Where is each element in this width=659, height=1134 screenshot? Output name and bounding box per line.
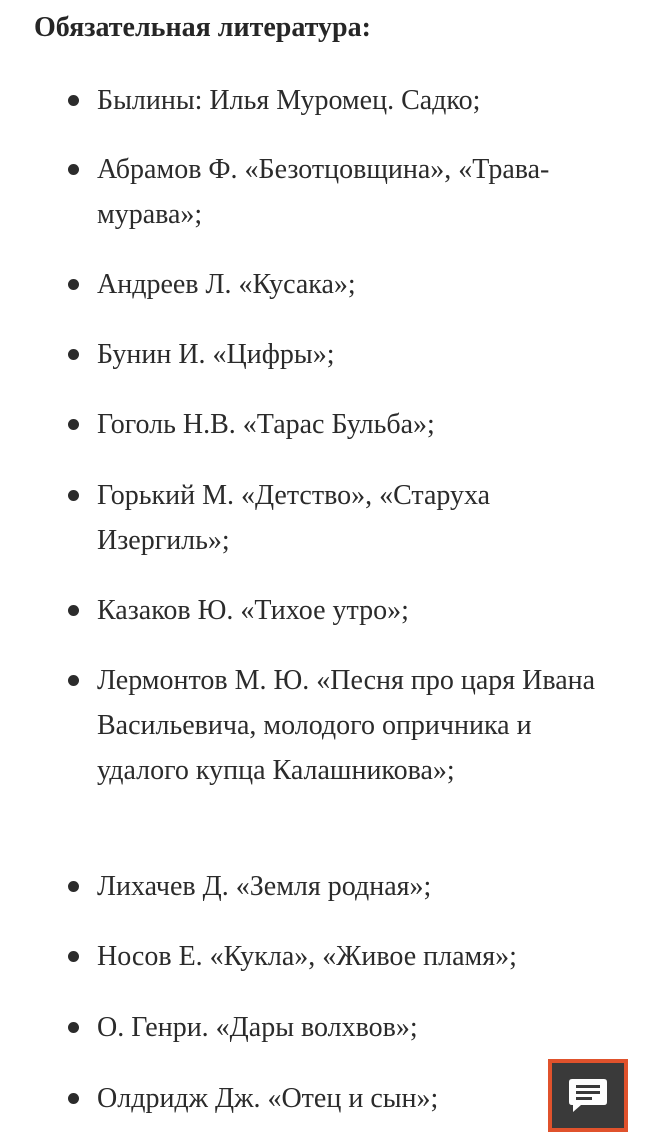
list-item-text: Олдридж Дж. «Отец и сын»; (97, 1083, 439, 1114)
list-item-text: Андреев Л. «Кусака»; (97, 269, 356, 300)
bullet-icon (68, 164, 79, 175)
list-item-text: О. Генри. «Дары волхвов»; (97, 1012, 418, 1043)
bullet-icon (68, 95, 79, 106)
bullet-icon (68, 1022, 79, 1033)
bullet-icon (68, 349, 79, 360)
bullet-icon (68, 951, 79, 962)
bullet-icon (68, 1093, 79, 1104)
list-item-text: Носов Е. «Кукла», «Живое пламя»; (97, 941, 517, 972)
page-heading: Обязательная литература: (34, 12, 371, 43)
bullet-icon (68, 605, 79, 616)
list-item-text: Гоголь Н.В. «Тарас Бульба»; (97, 409, 435, 440)
bullet-icon (68, 490, 79, 501)
chat-icon (567, 1077, 609, 1115)
bullet-icon (68, 419, 79, 430)
chat-button[interactable] (548, 1059, 628, 1132)
list-item-text: Казаков Ю. «Тихое утро»; (97, 595, 409, 626)
list-item-text: Горький М. «Детство», «Старуха Изергиль»; (97, 480, 491, 556)
list-item-text: Лихачев Д. «Земля родная»; (97, 871, 432, 902)
bullet-icon (68, 675, 79, 686)
bullet-icon (68, 279, 79, 290)
list-item-text: Бунин И. «Цифры»; (97, 339, 335, 370)
bullet-icon (68, 881, 79, 892)
list-item-text: Абрамов Ф. «Безотцовщина», «Трава-мурава»; (97, 154, 550, 230)
list-item-text: Лермонтов М. Ю. «Песня про царя Ивана Васильевича, молодого опричника и удалого купца Калашникова»; (97, 665, 596, 786)
list-item-text: Былины: Илья Муромец. Садко; (97, 85, 481, 116)
